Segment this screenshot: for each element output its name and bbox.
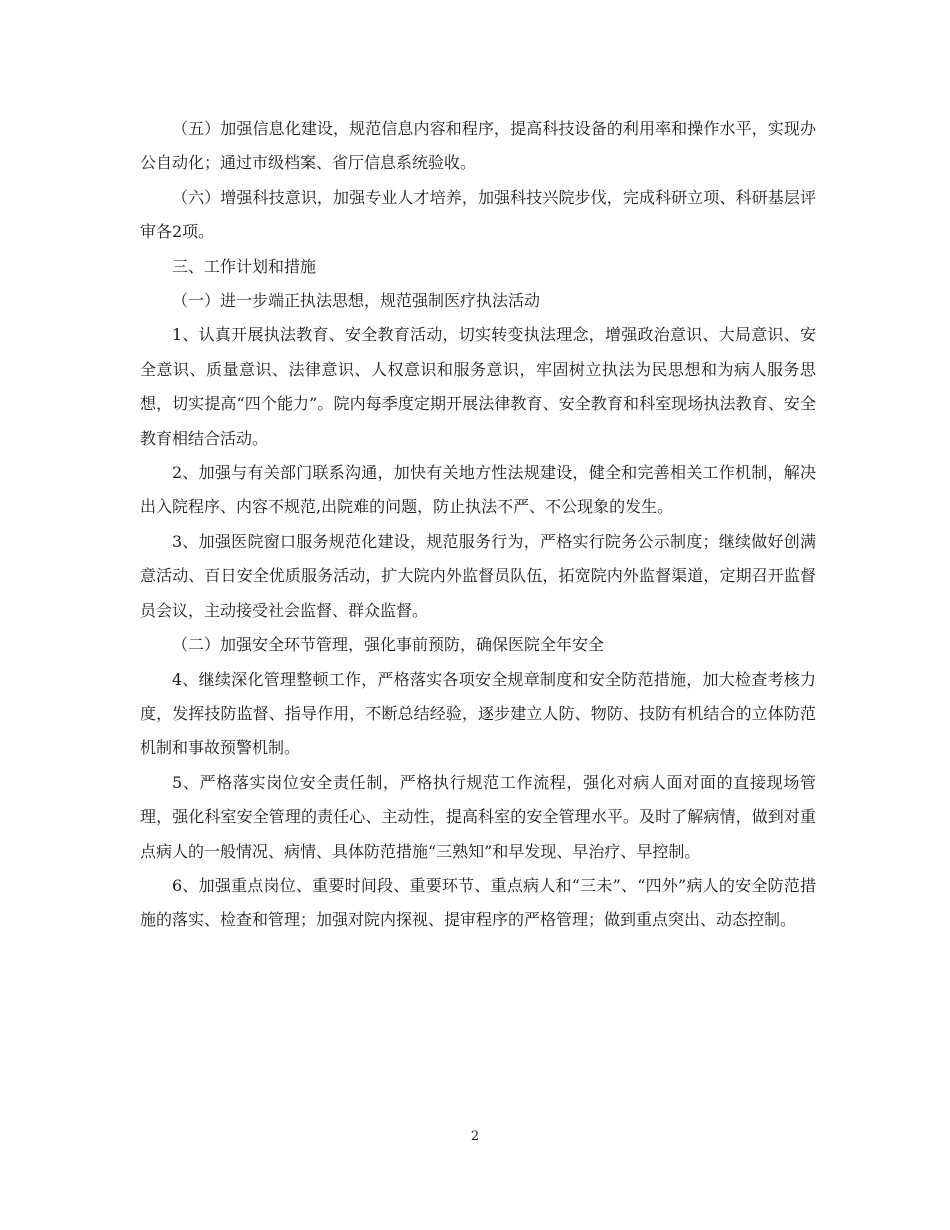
subsection-heading-1: （一）进一步端正执法思想，规范强制医疗执法活动	[172, 291, 541, 311]
paragraph-measure-4: 4、继续深化管理整顿工作，严格落实各项安全规章制度和安全防范措施，加大检查考核力度，发挥技防监督、指导作用，不断总结经验，逐步建立人防、物防、技防有机结合的立体防范机制和事故预警机制。	[140, 669, 816, 758]
paragraph-measure-5: 5、严格落实岗位安全责任制，严格执行规范工作流程，强化对病人面对面的直接现场管理，强化科室安全管理的责任心、主动性，提高科室的安全管理水平。及时了解病情，做到对重点病人的一般情况、病情、具体防范措施“三熟知”和早发现、早治疗、早控制。	[140, 772, 816, 861]
paragraph-item-5: （五）加强信息化建设，规范信息内容和程序，提高科技设备的利用率和操作水平，实现办公自动化；通过市级档案、省厅信息系统验收。	[140, 119, 816, 173]
page-number: 2	[470, 1129, 480, 1144]
paragraph-measure-6: 6、加强重点岗位、重要时间段、重要环节、重点病人和“三未”、“四外”病人的安全防范措施的落实、检查和管理；加强对院内探视、提审程序的严格管理；做到重点突出、动态控制。	[140, 875, 816, 930]
paragraph-item-6: （六）增强科技意识，加强专业人才培养，加强科技兴院步伐，完成科研立项、科研基层评审各2项。	[140, 187, 816, 242]
subsection-heading-2: （二）加强安全环节管理，强化事前预防，确保医院全年安全	[172, 635, 605, 655]
paragraph-measure-3: 3、加强医院窗口服务规范化建设，规范服务行为，严格实行院务公示制度；继续做好创满意活动、百日安全优质服务活动，扩大院内外监督员队伍，拓宽院内外监督渠道，定期召开监督员会议，主动接受社会监督、群众监督。	[140, 531, 816, 620]
paragraph-measure-1: 1、认真开展执法教育、安全教育活动，切实转变执法理念，增强政治意识、大局意识、安全意识、质量意识、法律意识、人权意识和服务意识，牢固树立执法为民思想和为病人服务思想，切实提高“四个能力”。院内每季度定期开展法律教育、安全教育和科室现场执法教育、安全教育相结合活动。	[140, 325, 816, 448]
document-body	[140, 112, 816, 938]
section-heading-work-plan: 三、工作计划和措施	[172, 256, 317, 276]
paragraph-measure-2: 2、加强与有关部门联系沟通，加快有关地方性法规建设，健全和完善相关工作机制，解决出入院程序、内容不规范,出院难的问题，防止执法不严、不公现象的发生。	[140, 463, 816, 517]
